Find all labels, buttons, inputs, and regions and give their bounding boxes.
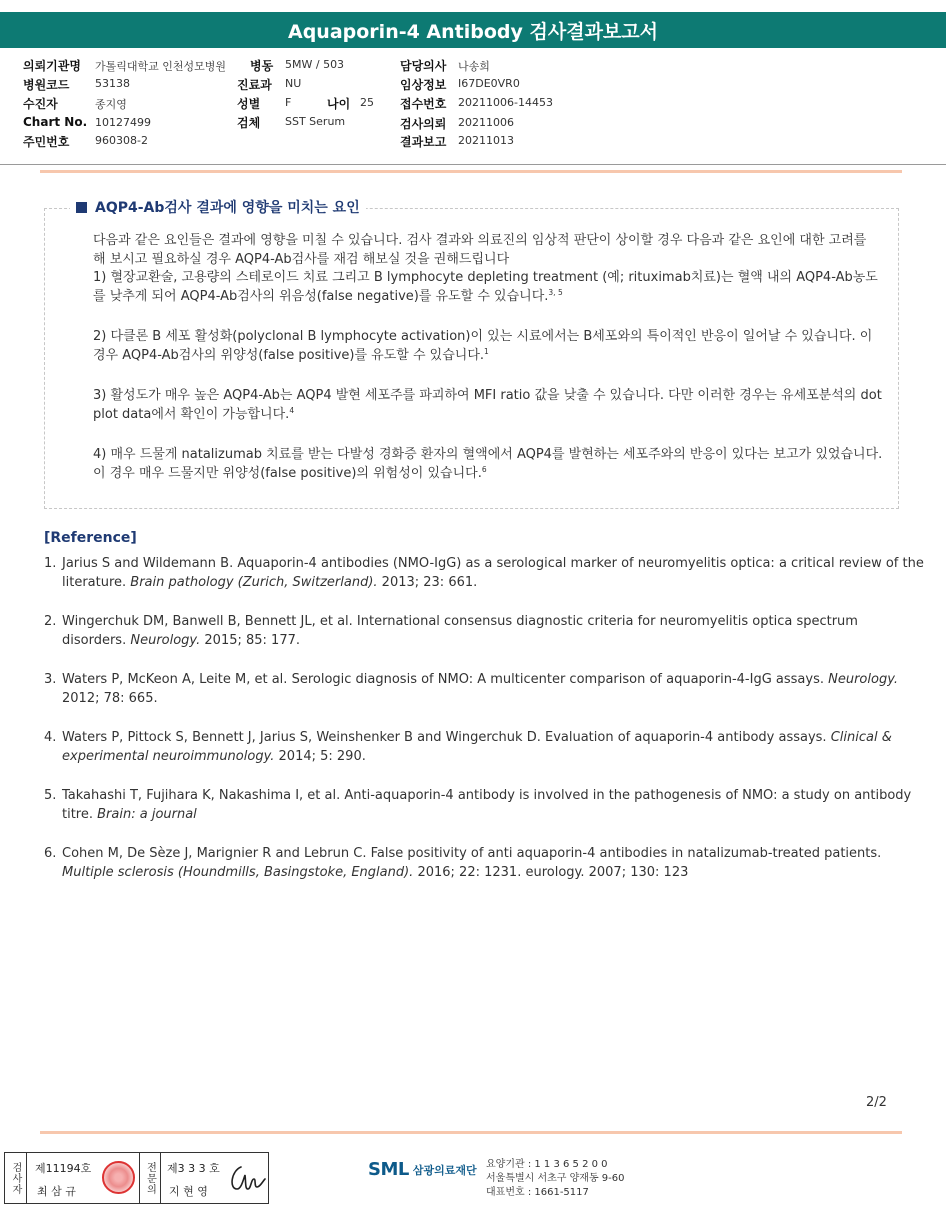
examinee-value: 종지영 bbox=[95, 98, 127, 111]
chart-no-label: Chart No. bbox=[23, 115, 88, 129]
reference-item bbox=[44, 786, 924, 824]
specimen-label: 검체 bbox=[237, 116, 261, 130]
reference-text: Waters P, Pittock S, Bennett J, Jarius S, Weinshenker B and Wingerchuk D. Evaluation of aquaporin-4 antibody assays. bbox=[62, 730, 827, 745]
hospital-code-label: 병원코드 bbox=[23, 78, 70, 92]
signer-1-role bbox=[5, 1153, 27, 1203]
reference-text: Waters P, McKeon A, Leite M, et al. Serologic diagnosis of NMO: A multicenter comparison of aquaporin-4-IgG assays. bbox=[62, 672, 824, 687]
reference-volume: 2014; 5: 290. bbox=[278, 749, 366, 764]
reference-item bbox=[44, 844, 924, 882]
hospital-code-value: 53138 bbox=[95, 77, 130, 90]
factor-item-text: 2) 다클론 B 세포 활성화(polyclonal B lymphocyte activation)이 있는 시료에서는 B세포와의 특이적인 반응이 일어날 수 있습니다. 이 경우 AQP4-Ab검사의 위양성(false positive)를 유도할 수 있습니다. bbox=[93, 329, 873, 363]
reference-number: 4. bbox=[44, 730, 57, 745]
reference-volume: 2013; 23: 661. bbox=[381, 575, 478, 590]
page-number: 2/2 bbox=[866, 1095, 887, 1110]
reference-item bbox=[44, 612, 924, 650]
red-seal-icon bbox=[102, 1161, 135, 1194]
reference-journal: Neurology. bbox=[130, 633, 201, 648]
institution-value: 가톨릭대학교 인천성모병원 bbox=[95, 60, 227, 73]
doctor-value: 나송희 bbox=[458, 60, 490, 73]
reference-item bbox=[44, 670, 924, 708]
examinee-label: 수진자 bbox=[23, 97, 58, 111]
factor-item-2 bbox=[93, 328, 883, 365]
reference-text: Jarius S and Wildemann B. Aquaporin-4 antibodies (NMO-IgG) as a serological marker of neuromyelitis optica: a critical review of the literature. bbox=[62, 556, 924, 590]
signature-icon bbox=[227, 1161, 267, 1197]
reference-journal: Clinical & experimental neuroimmunology. bbox=[62, 730, 892, 764]
institution-address bbox=[486, 1158, 625, 1200]
ward-value: 5MW / 503 bbox=[285, 58, 345, 71]
logo-mark: SML bbox=[368, 1159, 409, 1180]
ward-label: 병동 bbox=[250, 59, 274, 73]
reported-value: 20211013 bbox=[458, 134, 514, 147]
address-line: 서울특별시 서초구 양재동 9-60 bbox=[486, 1173, 625, 1184]
signer-1-name: 최 삼 규 bbox=[37, 1185, 76, 1198]
factor-citation: 6 bbox=[481, 464, 487, 474]
factor-citation: 3, 5 bbox=[548, 287, 563, 297]
signer-2-license: 제3 3 3 호 bbox=[167, 1162, 220, 1175]
requested-label: 검사의뢰 bbox=[400, 117, 447, 131]
signer-2-role bbox=[139, 1153, 161, 1203]
reference-number: 3. bbox=[44, 672, 57, 687]
signer-1-role-label: 검사자 bbox=[10, 1161, 21, 1195]
factor-citation: 1 bbox=[484, 346, 489, 356]
address-line: 요양기관 : 1 1 3 6 5 2 0 0 bbox=[486, 1159, 608, 1170]
resident-no-label: 주민번호 bbox=[23, 135, 70, 149]
signer-2-role-label: 전문의 bbox=[144, 1161, 156, 1195]
factor-item-3 bbox=[93, 387, 883, 424]
accession-label: 접수번호 bbox=[400, 97, 447, 111]
reference-journal: Brain pathology (Zurich, Switzerland). bbox=[130, 575, 378, 590]
reference-item bbox=[44, 728, 924, 766]
logo-name: 삼광의료재단 bbox=[412, 1163, 477, 1177]
factor-item-text: 1) 혈장교환술, 고용량의 스테로이드 치료 그리고 B lymphocyte depleting treatment (예; rituximab치료)는 혈액 내의 AQP4-Ab농도를 낮추게 되어 AQP4-Ab검사의 위음성(false negative)를 유도할 수 있습니다. bbox=[93, 270, 878, 304]
sml-logo bbox=[368, 1159, 477, 1180]
reference-journal: Multiple sclerosis (Houndmills, Basingstoke, England). bbox=[62, 865, 414, 880]
factor-item-4 bbox=[93, 446, 883, 483]
reference-text: Takahashi T, Fujihara K, Nakashima I, et al. Anti-aquaporin-4 antibody is involved in the pathogenesis of NMO: a study on antibody titre. bbox=[62, 788, 912, 822]
factor-item-1 bbox=[93, 269, 883, 306]
square-bullet-icon bbox=[76, 202, 87, 213]
age-label: 나이 bbox=[327, 97, 351, 111]
address-line: 대표번호 : 1661-5117 bbox=[486, 1187, 589, 1198]
reference-number: 5. bbox=[44, 788, 57, 803]
reference-volume: 2012; 78: 665. bbox=[62, 691, 158, 706]
reference-list bbox=[44, 554, 924, 882]
reference-number: 6. bbox=[44, 846, 57, 861]
reference-journal: Neurology. bbox=[828, 672, 899, 687]
accession-value: 20211006-14453 bbox=[458, 96, 553, 109]
report-title-banner bbox=[0, 12, 946, 48]
reference-title: [Reference] bbox=[44, 530, 137, 546]
factors-text bbox=[93, 232, 883, 483]
sex-label: 성별 bbox=[237, 97, 261, 111]
clinical-info-value: I67DE0VR0 bbox=[458, 77, 520, 90]
reference-text: Cohen M, De Sèze J, Marignier R and Lebrun C. False positivity of anti aquaporin-4 antibodies in natalizumab-treated patients. bbox=[62, 846, 882, 861]
department-value: NU bbox=[285, 77, 302, 90]
department-label: 진료과 bbox=[237, 78, 272, 92]
reference-volume: 2015; 85: 177. bbox=[204, 633, 301, 648]
reference-journal: Brain: a journal bbox=[97, 807, 197, 822]
clinical-info-label: 임상정보 bbox=[400, 78, 447, 92]
sex-value: F bbox=[285, 96, 292, 109]
signer-1-license: 제11194호 bbox=[35, 1162, 92, 1175]
age-value: 25 bbox=[360, 96, 374, 109]
factors-title: AQP4-Ab검사 결과에 영향을 미치는 요인 bbox=[95, 200, 360, 216]
institution-label: 의뢰기관명 bbox=[23, 59, 81, 73]
report-title: Aquaporin-4 Antibody 검사결과보고서 bbox=[288, 20, 658, 43]
factors-heading bbox=[70, 197, 366, 217]
specimen-value: SST Serum bbox=[285, 115, 346, 128]
factor-citation: 4 bbox=[289, 405, 295, 415]
top-divider bbox=[40, 170, 902, 173]
reference-item bbox=[44, 554, 924, 592]
reference-volume: 2016; 22: 1231. eurology. 2007; 130: 123 bbox=[417, 865, 689, 880]
patient-info-panel bbox=[0, 52, 946, 165]
reference-number: 2. bbox=[44, 614, 57, 629]
chart-no-value: 10127499 bbox=[95, 116, 151, 129]
factor-item-text: 3) 활성도가 매우 높은 AQP4-Ab는 AQP4 발현 세포주를 파괴하여 MFI ratio 값을 낮출 수 있습니다. 다만 이러한 경우는 유세포분석의 dot plot data에서 확인이 가능합니다. bbox=[93, 388, 882, 422]
factors-intro: 다음과 같은 요인들은 결과에 영향을 미칠 수 있습니다. 검사 결과와 의료진의 임상적 판단이 상이할 경우 다음과 같은 요인에 대한 고려를 해 보시고 필요하실 경우 AQP4-Ab검사를 재검 해보실 것을 권해드립니다 bbox=[93, 233, 867, 267]
doctor-label: 담당의사 bbox=[400, 59, 447, 73]
resident-no-value: 960308-2 bbox=[95, 134, 148, 147]
requested-value: 20211006 bbox=[458, 116, 514, 129]
reference-number: 1. bbox=[44, 556, 57, 571]
reported-label: 결과보고 bbox=[400, 135, 447, 149]
bottom-divider bbox=[40, 1131, 902, 1134]
factor-item-text: 4) 매우 드물게 natalizumab 치료를 받는 다발성 경화증 환자의 혈액에서 AQP4를 발현하는 세포주와의 반응이 있다는 보고가 있었습니다. 이 경우 매우 드물지만 위양성(false positive)의 위험성이 있습니다. bbox=[93, 447, 883, 481]
signer-2-name: 지 현 영 bbox=[169, 1185, 208, 1198]
reference-text: Wingerchuk DM, Banwell B, Bennett JL, et al. International consensus diagnostic criteria for neuromyelitis optica spectrum disorders. bbox=[62, 614, 858, 648]
signature-box bbox=[4, 1152, 269, 1204]
